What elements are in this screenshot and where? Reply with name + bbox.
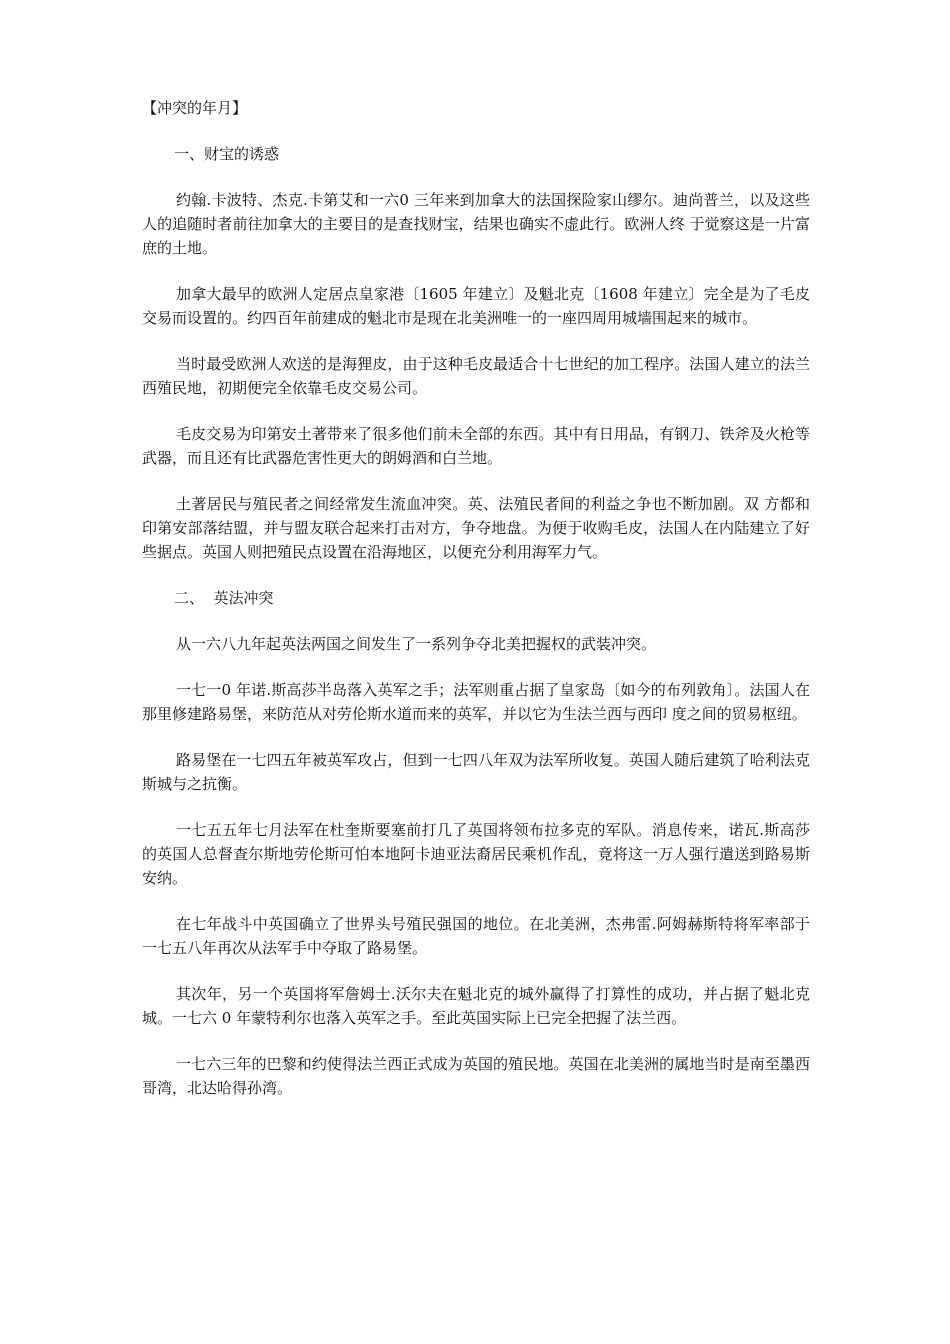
section-heading-2: 二、 英法冲突 xyxy=(174,589,274,607)
document-title: 【冲突的年月】 xyxy=(142,99,248,117)
document-body xyxy=(142,96,810,1122)
paragraph: 从一六八九年起英法两国之间发生了一系列争夺北美把握权的武装冲突。 xyxy=(176,635,657,653)
paragraph: 一七一0 年诺.斯高莎半岛落入英军之手；法军则重占据了皇家岛〔如今的布列敦角〕。法国人在那里修建路易堡，来防范从对劳伦斯水道而来的英军，并以它为生法兰西与西印 度之间的贸易枢纽。 xyxy=(142,681,810,723)
paragraph: 一七五五年七月法军在杜奎斯要塞前打几了英国将领布拉多克的军队。消息传来，诺瓦.斯高莎的英国人总督查尔斯地劳伦斯可怕本地阿卡迪亚法裔居民乘机作乱，竟将这一万人强行遣送到路易斯安纳。 xyxy=(142,821,810,887)
paragraph: 毛皮交易为印第安土著带来了很多他们前未全部的东西。其中有日用品，有钢刀、铁斧及火枪等武器，而且还有比武器危害性更大的朗姆酒和白兰地。 xyxy=(142,425,810,467)
paragraph: 路易堡在一七四五年被英军攻占，但到一七四八年双为法军所收复。英国人随后建筑了哈利法克斯城与之抗衡。 xyxy=(142,751,810,793)
paragraph: 其次年，另一个英国将军詹姆士.沃尔夫在魁北克的城外赢得了打算性的成功，并占据了魁北克城。一七六 0 年蒙特利尔也落入英军之手。至此英国实际上已完全把握了法兰西。 xyxy=(142,985,810,1027)
paragraph: 当时最受欧洲人欢送的是海狸皮，由于这种毛皮最适合十七世纪的加工程序。法国人建立的法兰西殖民地，初期便完全依靠毛皮交易公司。 xyxy=(142,355,810,397)
paragraph: 约翰.卡波特、杰克.卡第艾和一六0 三年来到加拿大的法国探险家山缪尔。迪尚普兰，以及这些人的追随时者前往加拿大的主要目的是查找财宝，结果也确实不虚此行。欧洲人终 于觉察这是一片富庶的土地。 xyxy=(142,191,810,257)
section-heading-1: 一、财宝的诱惑 xyxy=(174,145,280,163)
paragraph: 土著居民与殖民者之间经常发生流血冲突。英、法殖民者间的利益之争也不断加剧。双 方都和印第安部落结盟，并与盟友联合起来打击对方，争夺地盘。为便于收购毛皮，法国人在内陆建立了好些据点。英国人则把殖民点设置在沿海地区，以便充分利用海军力气。 xyxy=(142,495,810,561)
paragraph: 一七六三年的巴黎和约使得法兰西正式成为英国的殖民地。英国在北美洲的属地当时是南至墨西哥湾，北达哈得孙湾。 xyxy=(142,1055,810,1097)
paragraph: 加拿大最早的欧洲人定居点皇家港〔1605 年建立〕及魁北克〔1608 年建立〕完全是为了毛皮交易而设置的。约四百年前建成的魁北市是现在北美洲唯一的一座四周用城墙围起来的城市。 xyxy=(142,285,810,327)
paragraph: 在七年战斗中英国确立了世界头号殖民强国的地位。在北美洲，杰弗雷.阿姆赫斯特将军率部于一七五八年再次从法军手中夺取了路易堡。 xyxy=(142,915,810,957)
